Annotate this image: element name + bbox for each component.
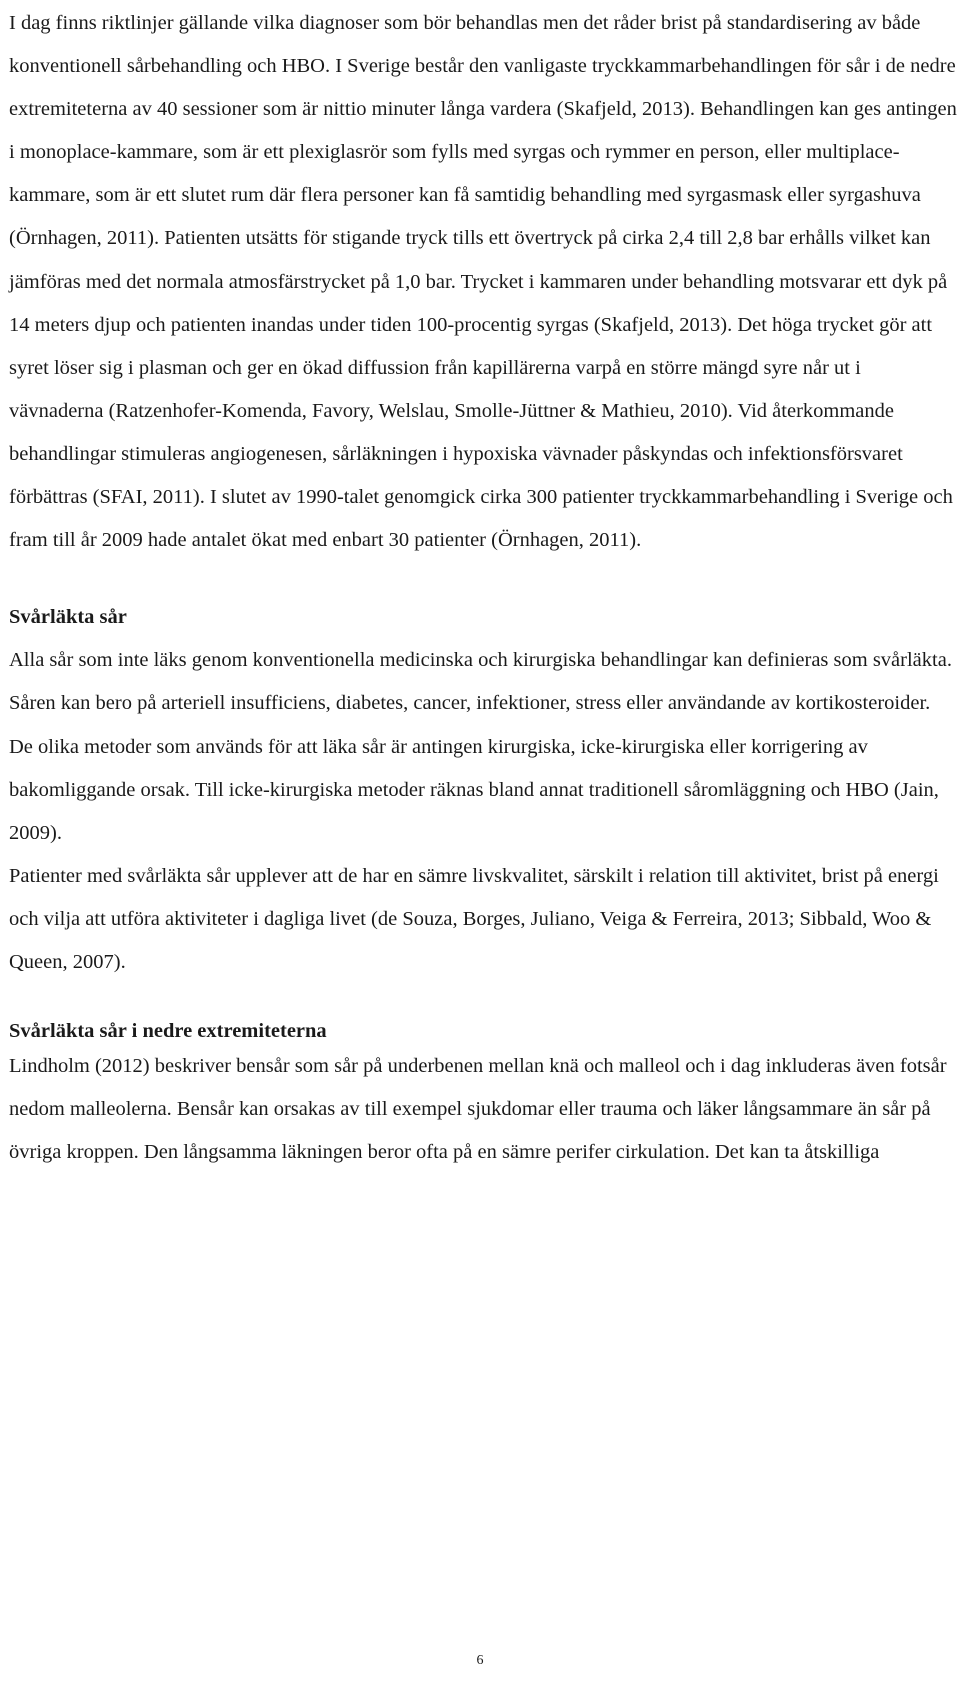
paragraph-svarlakta-definition: Alla sår som inte läks genom konventionella medicinska och kirurgiska behandlingar kan definieras som svårläkta. Såren kan bero på arteriell insufficiens, diabetes, cancer, infektioner, stress eller användande av kortikosteroider. De olika metoder som används för att läka sår är antingen kirurgiska, icke-kirurgiska eller korrigering av bakomliggande orsak. Till icke-kirurgiska metoder räknas bland annat traditionell såromläggning och HBO (Jain, 2009).	[9, 649, 952, 844]
section-heading-nedre-extremiteterna: Svårläkta sår i nedre extremiteterna	[9, 1020, 327, 1043]
paragraph-bensar: Lindholm (2012) beskriver bensår som sår på underbenen mellan knä och malleol och i dag inkluderas även fotsår nedom malleolerna. Bensår kan orsakas av till exempel sjukdomar eller trauma och läker långsammare än sår på övriga kroppen. Den långsamma läkningen beror ofta på en sämre perifer cirkulation. Det kan ta åtskilliga	[9, 1055, 947, 1164]
document-body	[9, 2, 959, 1174]
paragraph-livskvalitet: Patienter med svårläkta sår upplever att de har en sämre livskvalitet, särskilt i relation till aktivitet, brist på energi och vilja att utföra aktiviteter i dagliga livet (de Souza, Borges, Juliano, Veiga & Ferreira, 2013; Sibbald, Woo & Queen, 2007).	[9, 864, 939, 973]
section-heading-svarlakta-sar: Svårläkta sår	[9, 606, 127, 629]
page-number: 6	[476, 1653, 484, 1668]
paragraph-hbo-treatment: I dag finns riktlinjer gällande vilka diagnoser som bör behandlas men det råder brist på standardisering av både konventionell sårbehandling och HBO. I Sverige består den vanligaste tryckkammarbehandlingen för sår i de nedre extremiteterna av 40 sessioner som är nittio minuter långa vardera (Skafjeld, 2013). Behandlingen kan ges antingen i monoplace-kammare, som är ett plexiglasrör som fylls med syrgas och rymmer en person, eller multiplace-kammare, som är ett slutet rum där flera personer kan få samtidig behandling med syrgasmask eller syrgashuva (Örnhagen, 2011). Patienten utsätts för stigande tryck tills ett övertryck på cirka 2,4 till 2,8 bar erhålls vilket kan jämföras med det normala atmosfärstrycket på 1,0 bar. Trycket i kammaren under behandling motsvarar ett dyk på 14 meters djup och patienten inandas under tiden 100-procentig syrgas (Skafjeld, 2013). Det höga trycket gör att syret löser sig i plasman och ger en ökad diffussion från kapillärerna varpå en större mängd syre når ut i vävnaderna (Ratzenhofer-Komenda, Favory, Welslau, Smolle-Jüttner & Mathieu, 2010). Vid återkommande behandlingar stimuleras angiogenesen, sårläkningen i hypoxiska vävnader påskyndas och infektionsförsvaret förbättras (SFAI, 2011). I slutet av 1990-talet genomgick cirka 300 patienter tryckkammarbehandling i Sverige och fram till år 2009 hade antalet ökat med enbart 30 patienter (Örnhagen, 2011).	[9, 12, 957, 552]
